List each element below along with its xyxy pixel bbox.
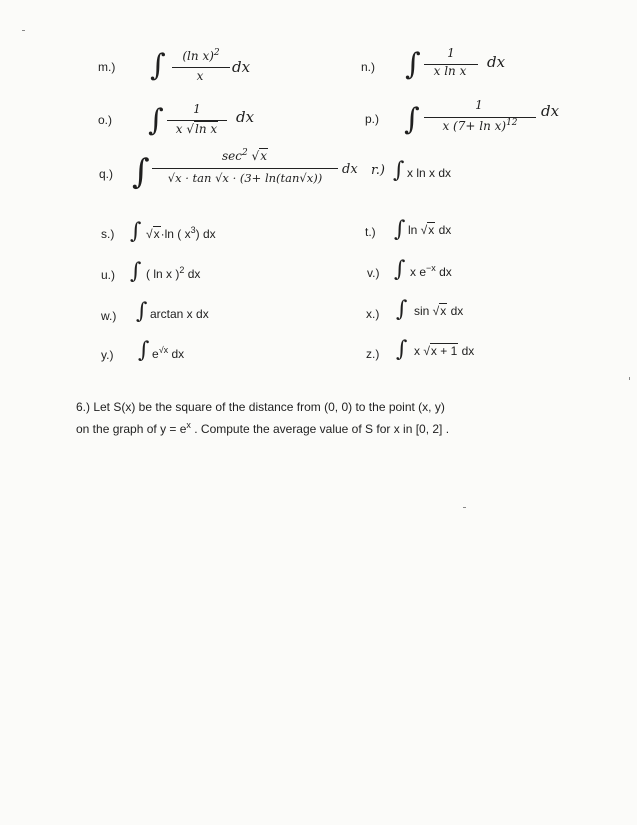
label-v: v.): [367, 266, 380, 280]
p-denominator: x $(7+ \ln x)^{12}$: [442, 118, 518, 133]
label-t: t.): [365, 225, 376, 239]
integral-sign: ∫: [130, 259, 142, 284]
label-p: p.): [365, 112, 380, 126]
o-denominator: x √ln x: [175, 122, 218, 136]
m-denominator: x: [196, 69, 204, 83]
integral-sign: ∫: [394, 257, 406, 282]
q-dx: dx: [342, 162, 358, 177]
label-u: u.): [101, 268, 116, 282]
integral-sign: ∫: [138, 338, 150, 363]
n-denominator: x ln x: [433, 64, 467, 78]
x-expression: sin √x dx: [414, 304, 464, 318]
scan-speck: [463, 507, 466, 508]
integral-sign: ∫: [404, 102, 420, 137]
integral-sign: ∫: [405, 47, 421, 82]
q-denominator: √x · tan √x · (3+ ln(tan√x)): [167, 171, 323, 185]
label-z: z.): [366, 347, 380, 361]
problem-6-line-1: 6.) Let S(x) be the square of the distance from (0, 0) to the point (x, y): [76, 400, 445, 414]
label-w: w.): [101, 309, 117, 323]
integral-sign: ∫: [130, 219, 142, 244]
label-m: m.): [98, 60, 116, 74]
problem-6: [76, 398, 449, 438]
q-numerator: $\sec^2 √x$: [222, 148, 267, 163]
q-fraction-bar: [152, 168, 338, 169]
label-r: r.): [371, 163, 385, 178]
integral-sign: ∫: [396, 337, 408, 362]
label-o: o.): [98, 113, 113, 127]
m-fraction-bar: [172, 67, 230, 68]
integral-sign: ∫: [132, 152, 150, 192]
r-expression: x ln x dx: [407, 166, 452, 180]
n-numerator: 1: [447, 46, 455, 60]
m-dx: dx: [232, 58, 251, 76]
u-expression: ( ln x )$^2$ dx: [146, 265, 201, 281]
v-expression: x $e^{-x}$ dx: [410, 263, 452, 279]
m-numerator: (ln x)$^2$: [182, 48, 220, 63]
s-expression: √x·ln ( $x^3$) dx: [146, 225, 216, 241]
o-dx: dx: [236, 108, 255, 126]
integral-sign: ∫: [393, 158, 405, 183]
p-numerator: 1: [475, 98, 483, 112]
p-dx: dx: [541, 102, 560, 120]
w-expression: arctan x dx: [150, 307, 209, 321]
z-expression: x √x + 1 dx: [414, 344, 475, 358]
integral-sign: ∫: [136, 299, 148, 324]
integral-sign: ∫: [394, 217, 406, 242]
integral-sign: ∫: [150, 48, 166, 83]
integral-sign: ∫: [396, 297, 408, 322]
o-numerator: 1: [193, 102, 201, 116]
label-n: n.): [361, 60, 376, 74]
label-x: x.): [366, 307, 380, 321]
integral-sign: ∫: [148, 103, 164, 138]
label-y: y.): [101, 348, 114, 362]
y-expression: $e^{√x}$ dx: [152, 345, 185, 361]
scan-speck: [629, 377, 630, 380]
problem-6-line-2: on the graph of $y = e^x$ . Compute the average value of S for x in [0, 2] .: [76, 420, 450, 436]
label-s: s.): [101, 227, 115, 241]
n-dx: dx: [487, 53, 506, 71]
scan-speck: [22, 30, 25, 31]
t-expression: ln √x dx: [408, 223, 452, 237]
label-q: q.): [99, 167, 114, 181]
